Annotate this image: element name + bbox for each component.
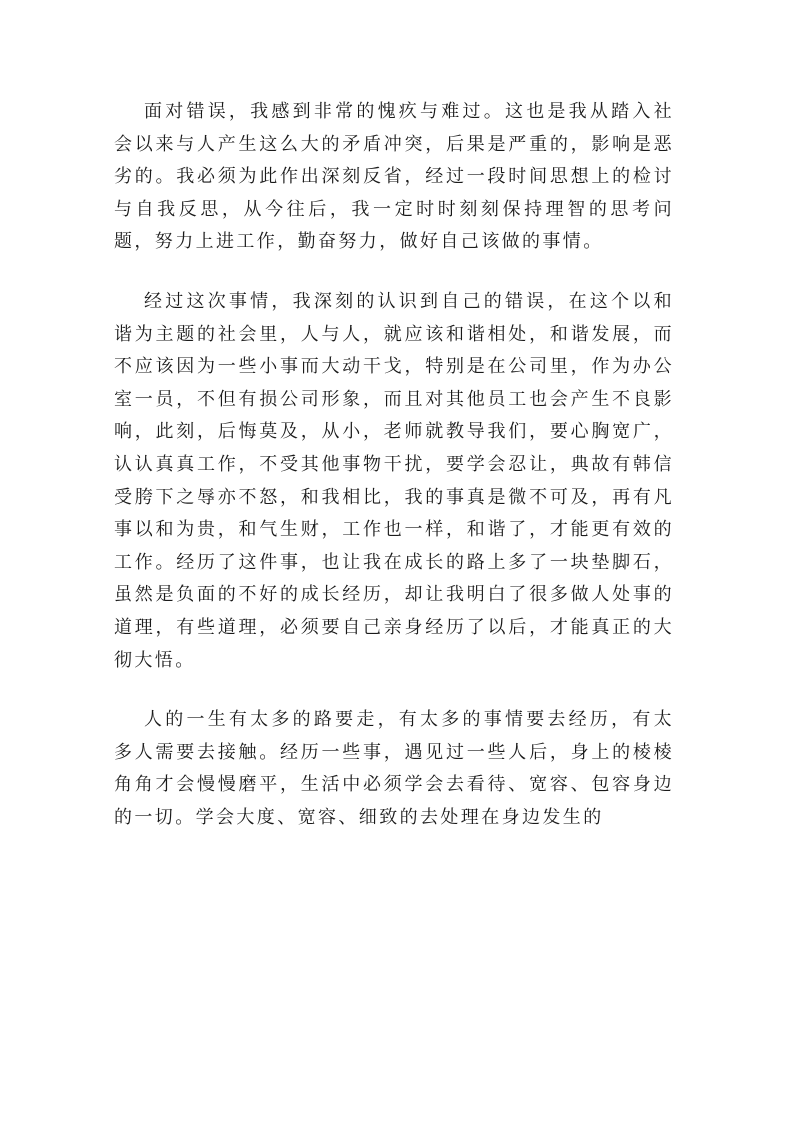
paragraph-2: 经过这次事情，我深刻的认识到自己的错误，在这个以和谐为主题的社会里，人与人，就应该和谐相处，和谐发展，而不应该因为一些小事而大动干戈，特别是在公司里，作为办公室一员，不但有损公司形象，而且对其他员工也会产生不良影响，此刻，后悔莫及，从小，老师就教导我们，要心胸宽广，认认真真工作，不受其他事物干扰，要学会忍让，典故有韩信受胯下之辱亦不怒，和我相比，我的事真是微不可及，再有凡事以和为贵，和气生财，工作也一样，和谐了，才能更有效的工作。经历了这件事，也让我在成长的路上多了一块垫脚石，虽然是负面的不好的成长经历，却让我明白了很多做人处事的道理，有些道理，必须要自己亲身经历了以后，才能真正的大彻大悟。 bbox=[114, 290, 674, 671]
paragraph-1: 面对错误，我感到非常的愧疚与难过。这也是我从踏入社会以来与人产生这么大的矛盾冲突，后果是严重的，影响是恶劣的。我必须为此作出深刻反省，经过一段时间思想上的检讨与自我反思，从今往后，我一定时时刻刻保持理智的思考问题，努力上进工作，勤奋努力，做好自己该做的事情。 bbox=[114, 101, 674, 253]
paragraph-3: 人的一生有太多的路要走，有太多的事情要去经历，有太多人需要去接触。经历一些事，遇见过一些人后，身上的棱棱角角才会慢慢磨平，生活中必须学会去看待、宽容、包容身边的一切。学会大度、宽容、细致的去处理在身边发生的 bbox=[114, 709, 674, 828]
document-body bbox=[114, 96, 674, 834]
